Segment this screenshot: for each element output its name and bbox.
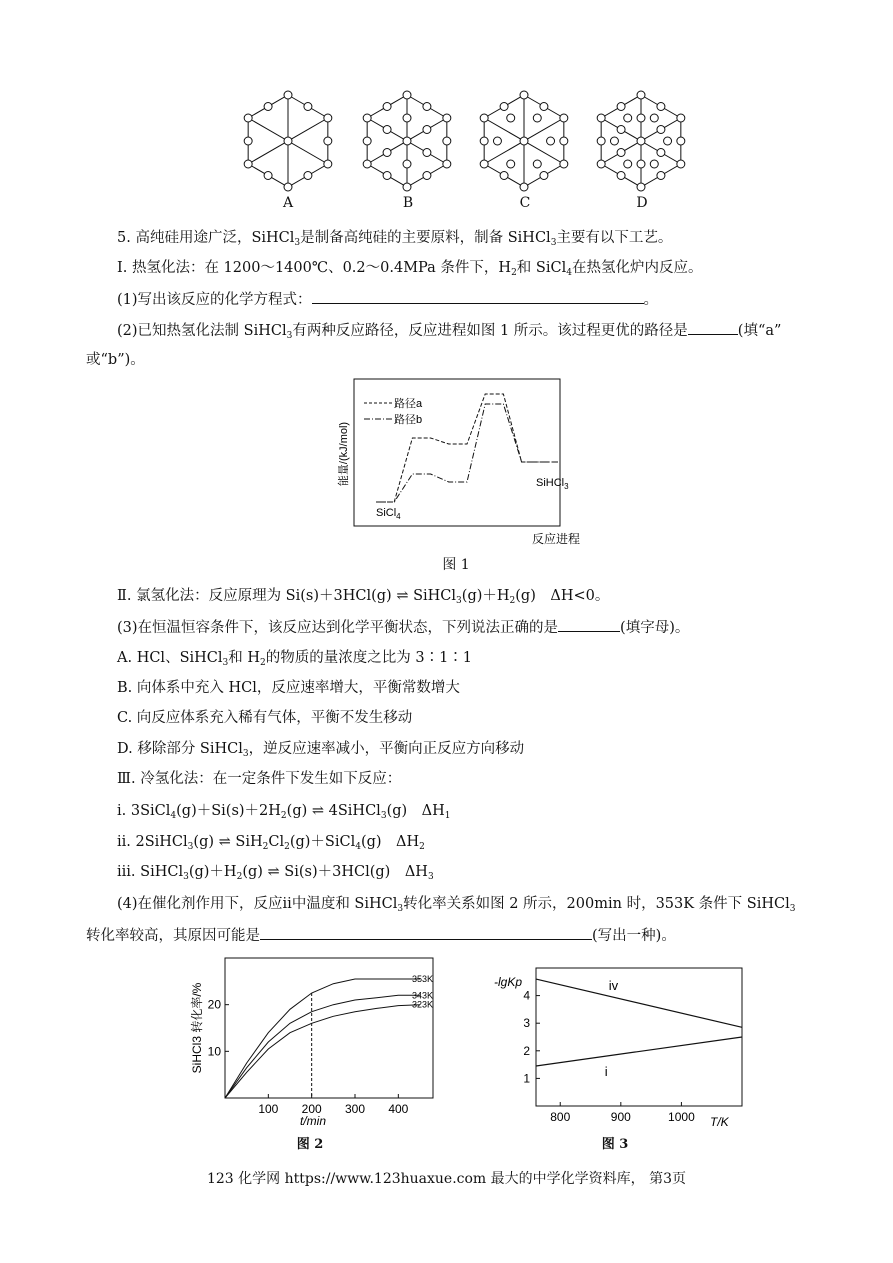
atom-circle bbox=[637, 160, 645, 168]
atom-circle bbox=[403, 114, 411, 122]
fig3-ytick-label: 4 bbox=[523, 988, 530, 1003]
atom-circle bbox=[264, 103, 272, 111]
atom-circle bbox=[403, 91, 411, 99]
fig2-xlabel: t/min bbox=[299, 1114, 327, 1127]
atom-circle bbox=[324, 114, 332, 122]
structure-label-d: D bbox=[636, 195, 648, 211]
fig2-xtick-label: 200 bbox=[301, 1102, 322, 1116]
atom-circle bbox=[480, 160, 488, 168]
atom-circle bbox=[597, 160, 605, 168]
atom-circle bbox=[324, 137, 332, 145]
fig1-xlabel: 反应进程 bbox=[532, 532, 581, 546]
atom-circle bbox=[443, 114, 451, 122]
atom-circle bbox=[423, 103, 431, 111]
crystal-structures bbox=[240, 88, 690, 216]
atom-circle bbox=[560, 160, 568, 168]
atom-circle bbox=[304, 103, 312, 111]
atom-circle bbox=[363, 114, 371, 122]
section-2-heading: Ⅱ. 氯氢化法：反应原理为 Si(s)＋3HCl(g) ⇌ $SiHCl_3(g)+H_2(g)$ ΔH<0。 bbox=[117, 588, 610, 606]
atom-circle bbox=[244, 137, 252, 145]
atom-circle bbox=[560, 114, 568, 122]
fig2-series-label: 353K bbox=[412, 974, 434, 984]
figure-3-caption: 图 3 bbox=[601, 1137, 629, 1152]
q5-intro: 5. 高纯硅用途广泛，SiHCl$_3$是制备高纯硅的主要原料，制备 SiHCl$_3$主要有以下工艺。 bbox=[117, 230, 673, 248]
structure-label-b: B bbox=[402, 195, 414, 211]
atom-circle bbox=[493, 137, 501, 145]
atom-circle bbox=[443, 137, 451, 145]
atom-circle bbox=[423, 172, 431, 180]
fig2-ytick-label: 20 bbox=[207, 997, 221, 1012]
fig2-series-label: 343K bbox=[412, 990, 434, 1001]
fig3-ytick-label: 2 bbox=[523, 1043, 530, 1058]
option-b: B. 向体系中充入 HCl，反应速率增大，平衡常数增大 bbox=[117, 680, 460, 696]
atom-circle bbox=[637, 91, 645, 99]
fig2-series-label: 323K bbox=[412, 999, 434, 1010]
atom-circle bbox=[507, 160, 515, 168]
figure-1-caption: 图 1 bbox=[442, 557, 470, 573]
fig3-series-label: i bbox=[604, 1063, 608, 1079]
atom-circle bbox=[617, 126, 625, 134]
atom-circle bbox=[264, 172, 272, 180]
atom-circle bbox=[500, 172, 508, 180]
fig1-path-a bbox=[376, 394, 558, 502]
equilibrium-arrow-icon: ⇌ bbox=[307, 803, 329, 819]
atom-circle bbox=[324, 160, 332, 168]
fig1-label-sihcl3: SiHCl$_3$ bbox=[536, 477, 569, 491]
atom-circle bbox=[617, 149, 625, 157]
fig3-line-i bbox=[536, 1037, 742, 1066]
atom-circle bbox=[677, 114, 685, 122]
question-4: (4)在催化剂作用下，反应ⅱ中温度和 SiHCl$_3$转化率关系如图 2 所示，200min 时，353K 条件下 SiHCl$_3$ bbox=[117, 896, 796, 914]
atom-circle bbox=[520, 183, 528, 191]
atom-circle bbox=[617, 103, 625, 111]
figure-1-energy-diagram bbox=[332, 372, 602, 550]
question-1: (1)写出该反应的化学方程式： 。 bbox=[117, 289, 658, 310]
atom-circle bbox=[507, 114, 515, 122]
atom-circle bbox=[284, 183, 292, 191]
question-2: (2)已知热氢化法制 SiHCl$_3$有两种反应路径，反应进程如图 1 所示。该过程更优的路径是 (填“a” bbox=[117, 320, 781, 341]
fig3-ytick-label: 1 bbox=[523, 1071, 530, 1086]
reaction-iii: ⅲ. $SiHCl_3(g)+H_2(g)$ ⇌ Si(s)＋3HCl(g) $\Delta H_3$ bbox=[117, 864, 434, 882]
atom-circle bbox=[244, 114, 252, 122]
atom-circle bbox=[533, 160, 541, 168]
atom-circle bbox=[304, 172, 312, 180]
fig2-line-343K bbox=[225, 995, 420, 1098]
atom-circle bbox=[520, 91, 528, 99]
atom-circle bbox=[403, 183, 411, 191]
atom-circle bbox=[540, 172, 548, 180]
atom-circle bbox=[650, 160, 658, 168]
fig3-series-label: iv bbox=[608, 978, 619, 994]
crystal-structure-d bbox=[597, 91, 685, 191]
atom-circle bbox=[657, 149, 665, 157]
fig3-line-iv bbox=[536, 979, 742, 1027]
fig2-line-353K bbox=[225, 979, 420, 1098]
question-4-cont: 转化率较高，其原因可能是 (写出一种)。 bbox=[86, 925, 676, 946]
fig3-ylabel: -lgKp bbox=[494, 975, 523, 989]
atom-circle bbox=[597, 114, 605, 122]
equilibrium-arrow-icon: ⇌ bbox=[391, 588, 414, 604]
atom-circle bbox=[657, 126, 665, 134]
fig1-frame bbox=[354, 379, 560, 526]
fig2-xtick-label: 100 bbox=[258, 1102, 279, 1116]
fig2-line-323K bbox=[225, 1005, 420, 1098]
figure-2-caption: 图 2 bbox=[296, 1137, 324, 1152]
answer-blank-3[interactable] bbox=[558, 617, 620, 632]
page-footer: 123 化学网 https://www.123huaxue.com 最大的中学化学资料库， 第3页 bbox=[206, 1171, 687, 1187]
equilibrium-arrow-icon: ⇌ bbox=[262, 864, 285, 880]
atom-circle bbox=[383, 103, 391, 111]
crystal-structure-c bbox=[480, 91, 568, 191]
atom-circle bbox=[533, 114, 541, 122]
fig2-xtick-label: 300 bbox=[344, 1102, 366, 1116]
atom-circle bbox=[597, 137, 605, 145]
crystal-structure-a bbox=[244, 91, 332, 191]
fig1-ylabel: 能量/(kJ/mol) bbox=[338, 421, 350, 487]
fig2-ytick-label: 10 bbox=[207, 1044, 221, 1059]
atom-circle bbox=[610, 137, 618, 145]
atom-circle bbox=[657, 103, 665, 111]
atom-circle bbox=[520, 137, 528, 145]
atom-circle bbox=[480, 114, 488, 122]
atom-circle bbox=[443, 160, 451, 168]
option-a: A. HCl、SiHCl$_3$和 $H_2$的物质的量浓度之比为 3∶1∶1 bbox=[117, 650, 473, 668]
atom-circle bbox=[363, 160, 371, 168]
legend-label-b: 路径b bbox=[394, 414, 423, 426]
crystal-structure-b bbox=[363, 91, 451, 191]
atom-circle bbox=[363, 137, 371, 145]
atom-circle bbox=[403, 137, 411, 145]
fig1-label-sicl4: SiCl$_4$ bbox=[376, 507, 401, 521]
equilibrium-arrow-icon: ⇌ bbox=[214, 834, 236, 850]
structure-label-a: A bbox=[282, 195, 294, 211]
atom-circle bbox=[500, 103, 508, 111]
atom-circle bbox=[637, 183, 645, 191]
atom-circle bbox=[423, 149, 431, 157]
reaction-ii: ⅱ. 2SiHCl$_3$(g) ⇌ $SiH_2Cl_2(g)+SiCl_4(g)$ $\Delta H_2$ bbox=[117, 834, 425, 852]
section-1-heading: Ⅰ. 热氢化法：在 1200～1400℃、0.2～0.4MPa 条件下，$H_2$和 SiCl$_4$在热氢化炉内反应。 bbox=[117, 260, 703, 278]
answer-blank-4[interactable] bbox=[260, 925, 592, 940]
atom-circle bbox=[664, 137, 672, 145]
fig3-xlabel: T/K bbox=[710, 1115, 729, 1129]
fig3-xtick-label: 900 bbox=[610, 1110, 631, 1124]
atom-circle bbox=[540, 103, 548, 111]
section-3-heading: Ⅲ. 冷氢化法：在一定条件下发生如下反应： bbox=[117, 771, 402, 787]
option-d: D. 移除部分 SiHCl$_3$，逆反应速率减小，平衡向正反应方向移动 bbox=[117, 741, 525, 759]
atom-circle bbox=[383, 126, 391, 134]
fig3-frame bbox=[536, 968, 742, 1106]
fig2-ylabel: SiHCl3 转化率/% bbox=[190, 982, 204, 1074]
atom-circle bbox=[650, 114, 658, 122]
atom-circle bbox=[480, 137, 488, 145]
atom-circle bbox=[547, 137, 555, 145]
atom-circle bbox=[383, 172, 391, 180]
option-c: C. 向反应体系充入稀有气体，平衡不发生移动 bbox=[117, 710, 413, 726]
atom-circle bbox=[284, 137, 292, 145]
fig2-xtick-label: 400 bbox=[388, 1102, 409, 1116]
question-2-cont: 或“b”)。 bbox=[86, 352, 145, 368]
atom-circle bbox=[637, 137, 645, 145]
atom-circle bbox=[617, 172, 625, 180]
atom-circle bbox=[560, 137, 568, 145]
atom-circle bbox=[423, 126, 431, 134]
atom-circle bbox=[244, 160, 252, 168]
structure-label-c: C bbox=[519, 195, 531, 211]
fig3-xtick-label: 1000 bbox=[668, 1110, 695, 1124]
atom-circle bbox=[624, 160, 632, 168]
figure-3-kp-chart bbox=[488, 962, 750, 1132]
question-3: (3)在恒温恒容条件下，该反应达到化学平衡状态，下列说法正确的是 (填字母)。 bbox=[117, 617, 689, 638]
atom-circle bbox=[383, 149, 391, 157]
atom-circle bbox=[624, 114, 632, 122]
atom-circle bbox=[637, 114, 645, 122]
legend-label-a: 路径a bbox=[394, 398, 423, 410]
atom-circle bbox=[677, 160, 685, 168]
figure-2-conversion-chart bbox=[185, 952, 440, 1127]
fig3-xtick-label: 800 bbox=[550, 1110, 571, 1124]
fig3-ytick-label: 3 bbox=[523, 1016, 530, 1031]
answer-blank-1[interactable] bbox=[312, 289, 644, 304]
answer-blank-2[interactable] bbox=[688, 320, 738, 335]
atom-circle bbox=[677, 137, 685, 145]
atom-circle bbox=[403, 160, 411, 168]
reaction-i: ⅰ. $3SiCl_4(g)+Si(s)+2H_2(g)$ ⇌ 4SiHCl$_3$(g) $\Delta H_1$ bbox=[117, 803, 451, 821]
atom-circle bbox=[657, 172, 665, 180]
atom-circle bbox=[284, 91, 292, 99]
